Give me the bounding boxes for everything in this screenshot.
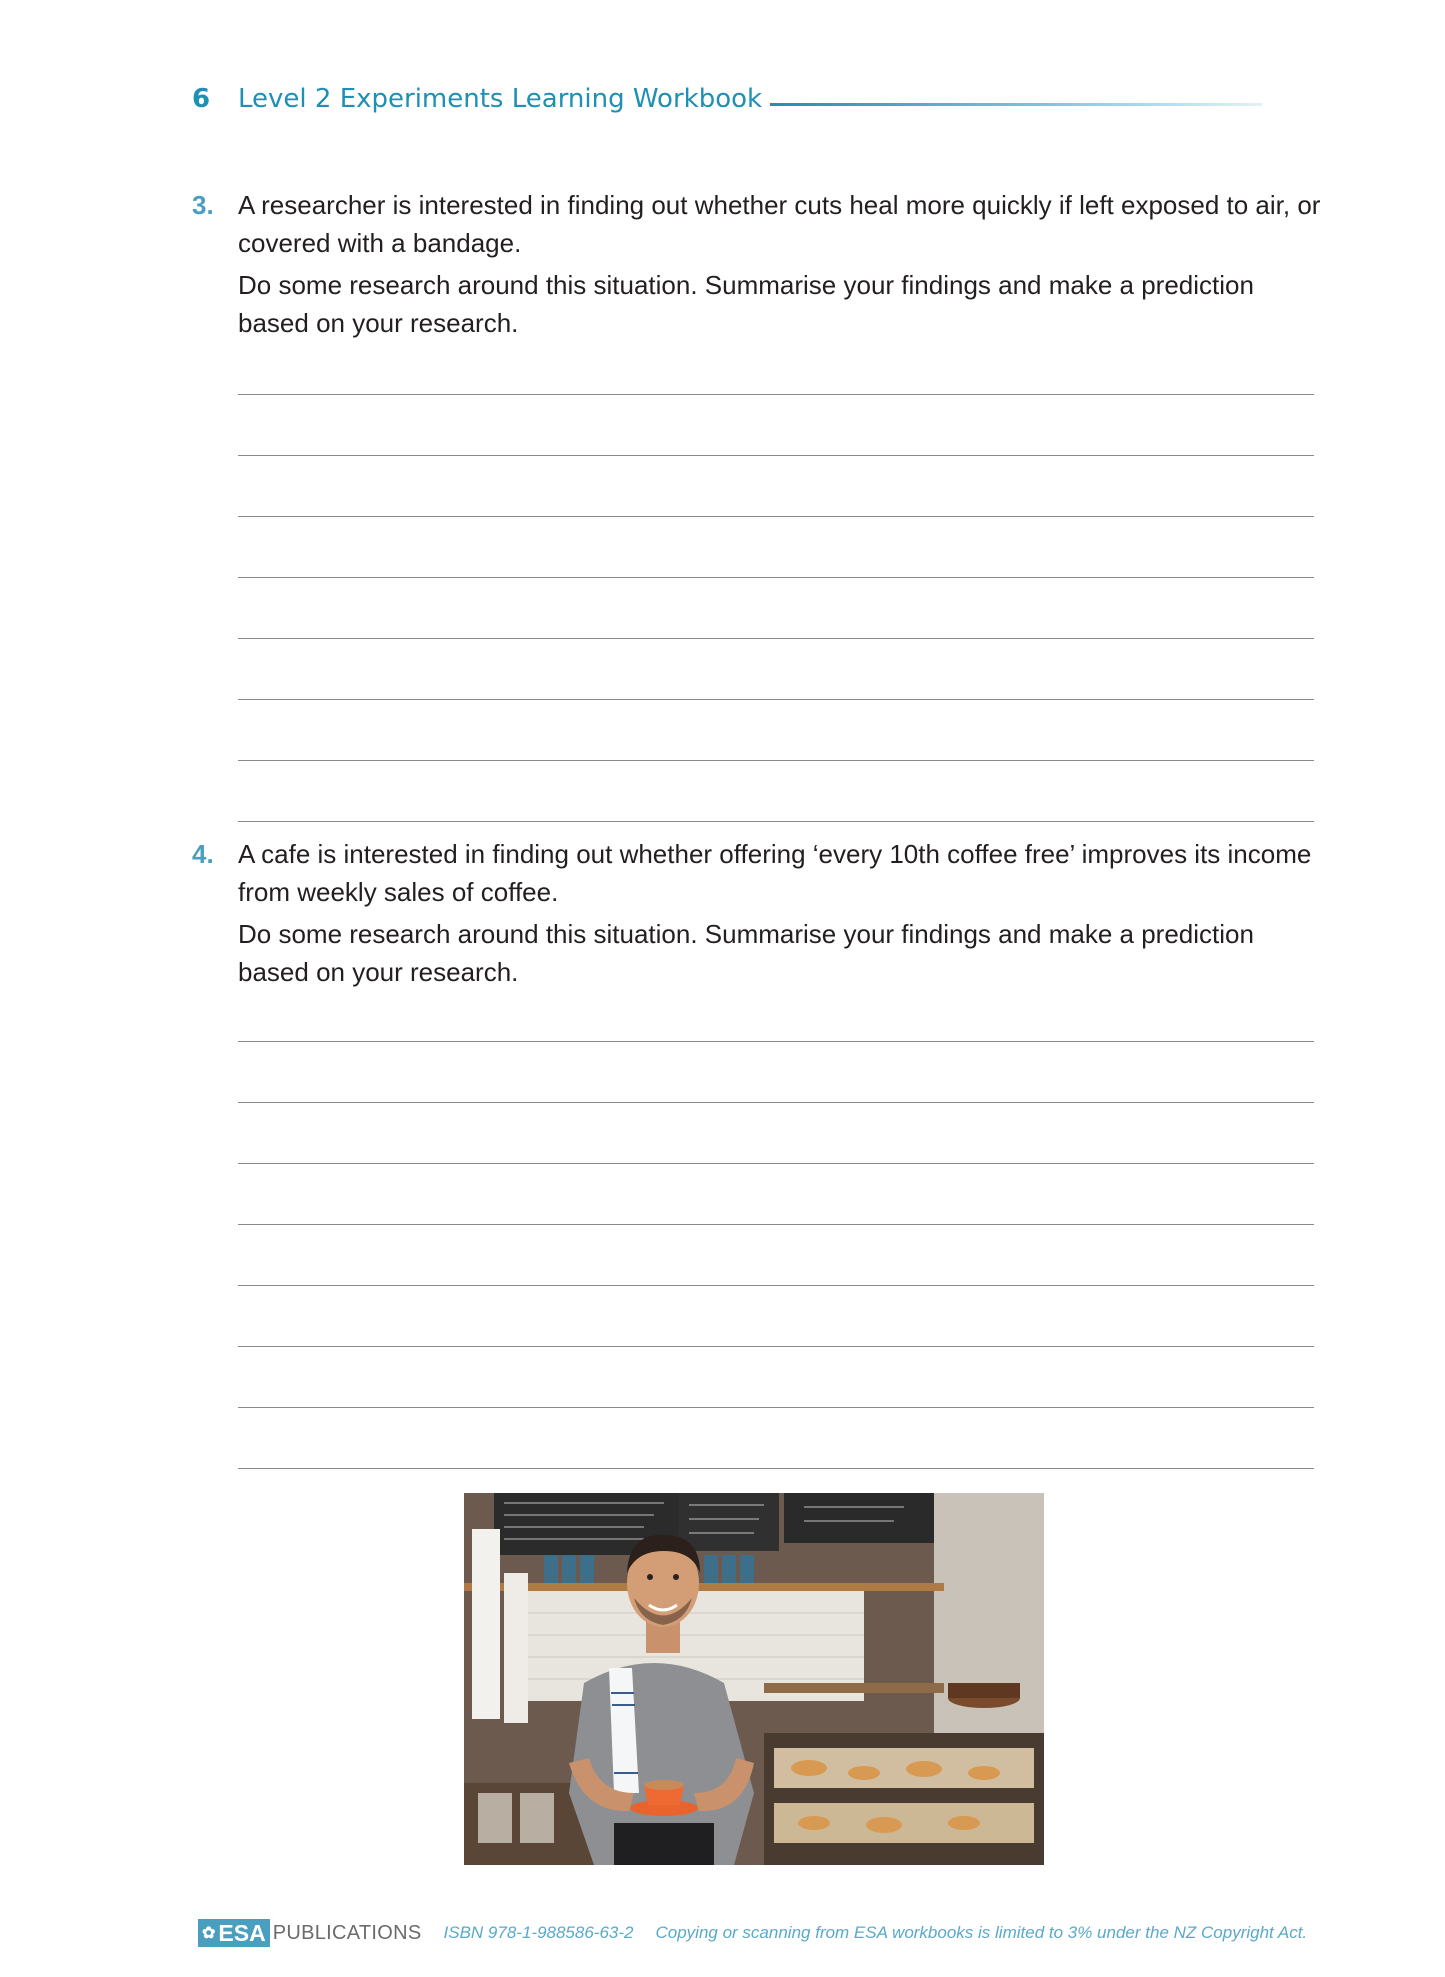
answer-line[interactable] <box>238 517 1314 578</box>
isbn: ISBN 978-1-988586-63-2 <box>443 1923 634 1942</box>
header-rule <box>770 103 1262 106</box>
answer-line[interactable] <box>238 1347 1314 1408</box>
publisher-name: PUBLICATIONS <box>272 1921 422 1944</box>
answer-line[interactable] <box>238 981 1314 1042</box>
barista-illustration <box>464 1493 1044 1865</box>
page-number: 6 <box>192 84 211 114</box>
esa-logo <box>198 1919 270 1947</box>
answer-line[interactable] <box>238 761 1314 822</box>
question-3 <box>192 186 1322 346</box>
tree-icon: ✿ <box>202 1925 216 1942</box>
question-text: A researcher is interested in finding out whether cuts heal more quickly if left exposed to air, or covered with a bandage. <box>238 190 1321 258</box>
answer-line[interactable] <box>238 456 1314 517</box>
answer-line[interactable] <box>238 334 1314 395</box>
answer-line[interactable] <box>238 1042 1314 1103</box>
page-footer <box>198 1917 1318 1949</box>
question-text: A cafe is interested in finding out whether offering ‘every 10th coffee free’ improves its income from weekly sales of coffee. <box>238 839 1312 907</box>
question-number: 3. <box>192 190 214 220</box>
answer-lines-q4[interactable] <box>238 981 1314 1469</box>
answer-line[interactable] <box>238 1103 1314 1164</box>
answer-line[interactable] <box>238 578 1314 639</box>
copyright-notice: Copying or scanning from ESA workbooks is limited to 3% under the NZ Copyright Act. <box>655 1923 1308 1942</box>
workbook-title: Level 2 Experiments Learning Workbook <box>238 84 763 114</box>
answer-line[interactable] <box>238 1164 1314 1225</box>
question-instruction: Do some research around this situation. Summarise your findings and make a prediction based on your research. <box>238 919 1254 987</box>
question-number: 4. <box>192 839 214 869</box>
esa-logo-text: ESA <box>218 1919 266 1946</box>
answer-line[interactable] <box>238 1225 1314 1286</box>
page-header <box>192 74 1262 114</box>
answer-line[interactable] <box>238 395 1314 456</box>
answer-line[interactable] <box>238 639 1314 700</box>
answer-line[interactable] <box>238 700 1314 761</box>
cafe-barista-photo <box>464 1493 1044 1865</box>
answer-line[interactable] <box>238 1408 1314 1469</box>
question-4 <box>192 835 1322 995</box>
question-instruction: Do some research around this situation. Summarise your findings and make a prediction based on your research. <box>238 270 1254 338</box>
answer-lines-q3[interactable] <box>238 334 1314 822</box>
answer-line[interactable] <box>238 1286 1314 1347</box>
